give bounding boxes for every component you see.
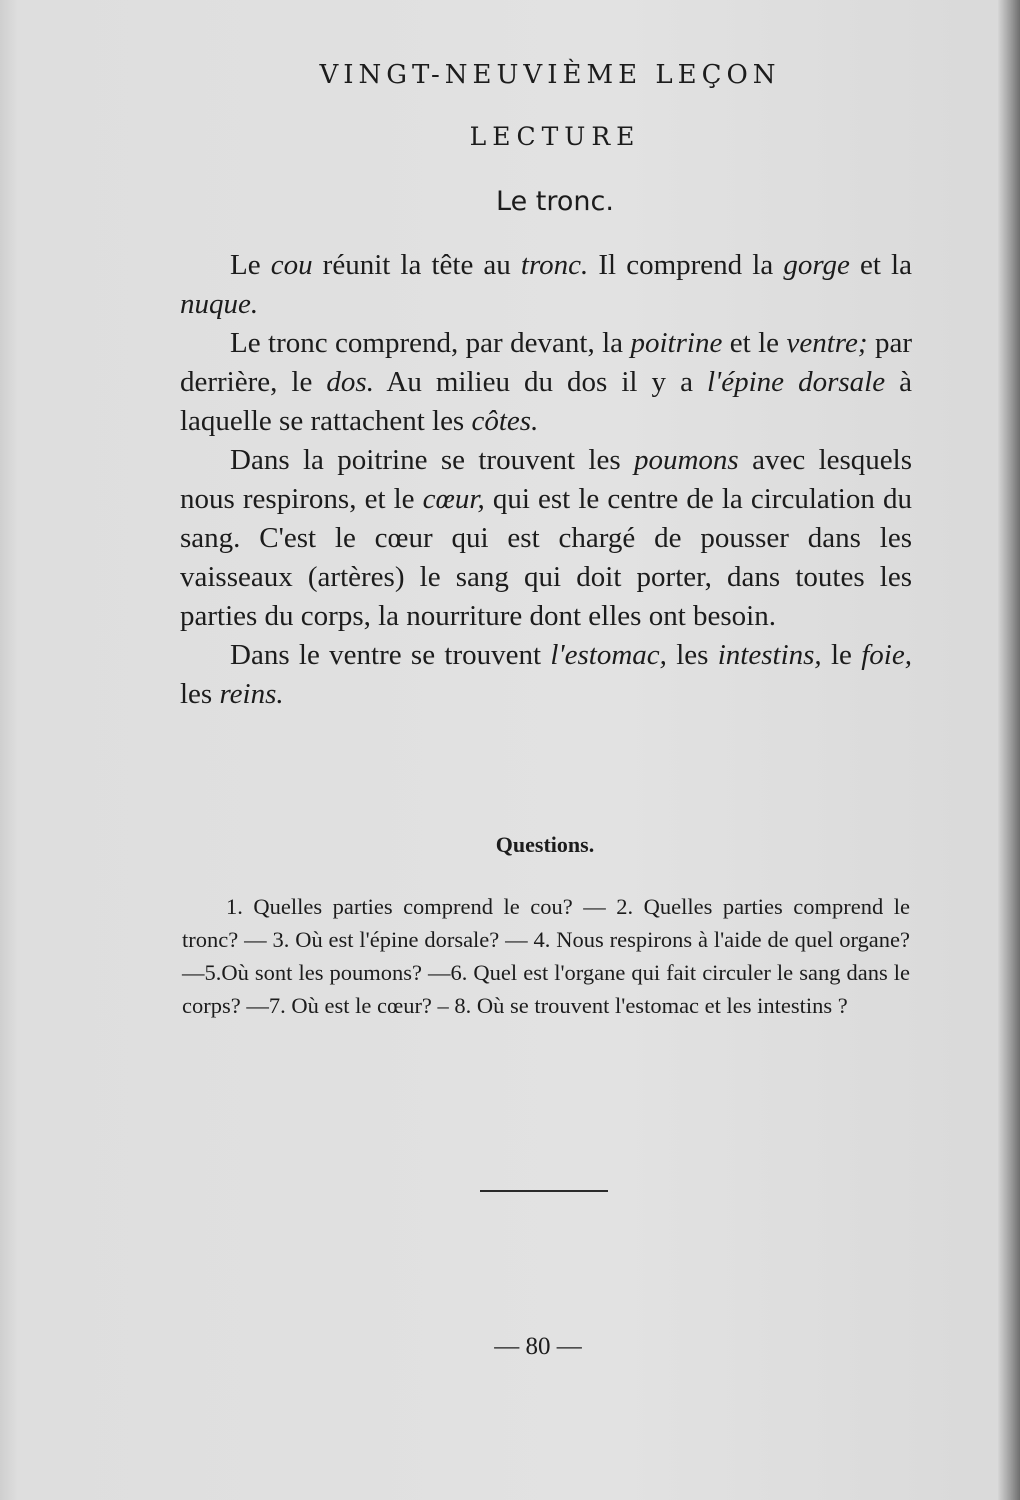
questions-text: 1. Quelles parties comprend le cou? — 2. Quelles parties comprend le tronc? — 3. Où est l'épine dorsale? — 4. Nous respirons à l'aide de quel organe?—5.Où sont les poumons? —6. Quel est l'organe qui fait circuler le sang dans le corps? —7. Où est le cœur? – 8. Où se trouvent l'estomac et les intestins ?	[182, 894, 910, 1018]
reading-text	[180, 246, 912, 714]
reading-paragraph-4: Dans le ventre se trouvent l'estomac, les intestins, le foie, les reins.	[180, 639, 912, 710]
term-coeur: cœur,	[422, 483, 485, 515]
reading-paragraph-1: Le cou réunit la tête au tronc. Il comprend la gorge et la nuque.	[180, 249, 912, 320]
term-estomac: l'estomac,	[550, 639, 667, 671]
term-nuque: nuque.	[180, 288, 259, 320]
term-ventre: ventre;	[786, 327, 868, 359]
reading-title: Le tronc.	[496, 186, 614, 217]
term-reins: reins.	[219, 678, 284, 710]
term-foie: foie,	[861, 639, 912, 671]
section-title: LECTURE	[469, 122, 641, 151]
questions-title: Questions.	[495, 832, 595, 857]
page-number: — 80 —	[494, 1333, 582, 1360]
term-poumons: poumons	[633, 444, 739, 476]
term-cotes: côtes.	[471, 405, 539, 437]
term-dos: dos.	[326, 366, 374, 398]
term-cou: cou	[270, 249, 313, 281]
book-spine-shadow	[998, 0, 1020, 1500]
lesson-title: VINGT-NEUVIÈME LEÇON	[319, 60, 781, 90]
reading-paragraph-2: Le tronc comprend, par devant, la poitrine et le ventre; par derrière, le dos. Au milieu du dos il y a l'épine dorsale à laquelle se rattachent les côtes.	[180, 327, 913, 437]
term-tronc: tronc.	[520, 249, 589, 281]
term-intestins: intestins,	[717, 639, 822, 671]
reading-paragraph-3: Dans la poitrine se trouvent les poumons avec lesquels nous respirons, et le cœur, qui est le centre de la circulation du sang. C'est le cœur qui est chargé de pousser dans les vaisseaux (artères) le sang qui doit porter, dans toutes les parties du corps, la nourriture dont elles ont besoin.	[180, 444, 913, 632]
term-gorge: gorge	[783, 249, 850, 281]
term-poitrine: poitrine	[630, 327, 723, 359]
term-epine-dorsale: l'épine dorsale	[706, 366, 886, 398]
divider-rule	[480, 1190, 608, 1192]
